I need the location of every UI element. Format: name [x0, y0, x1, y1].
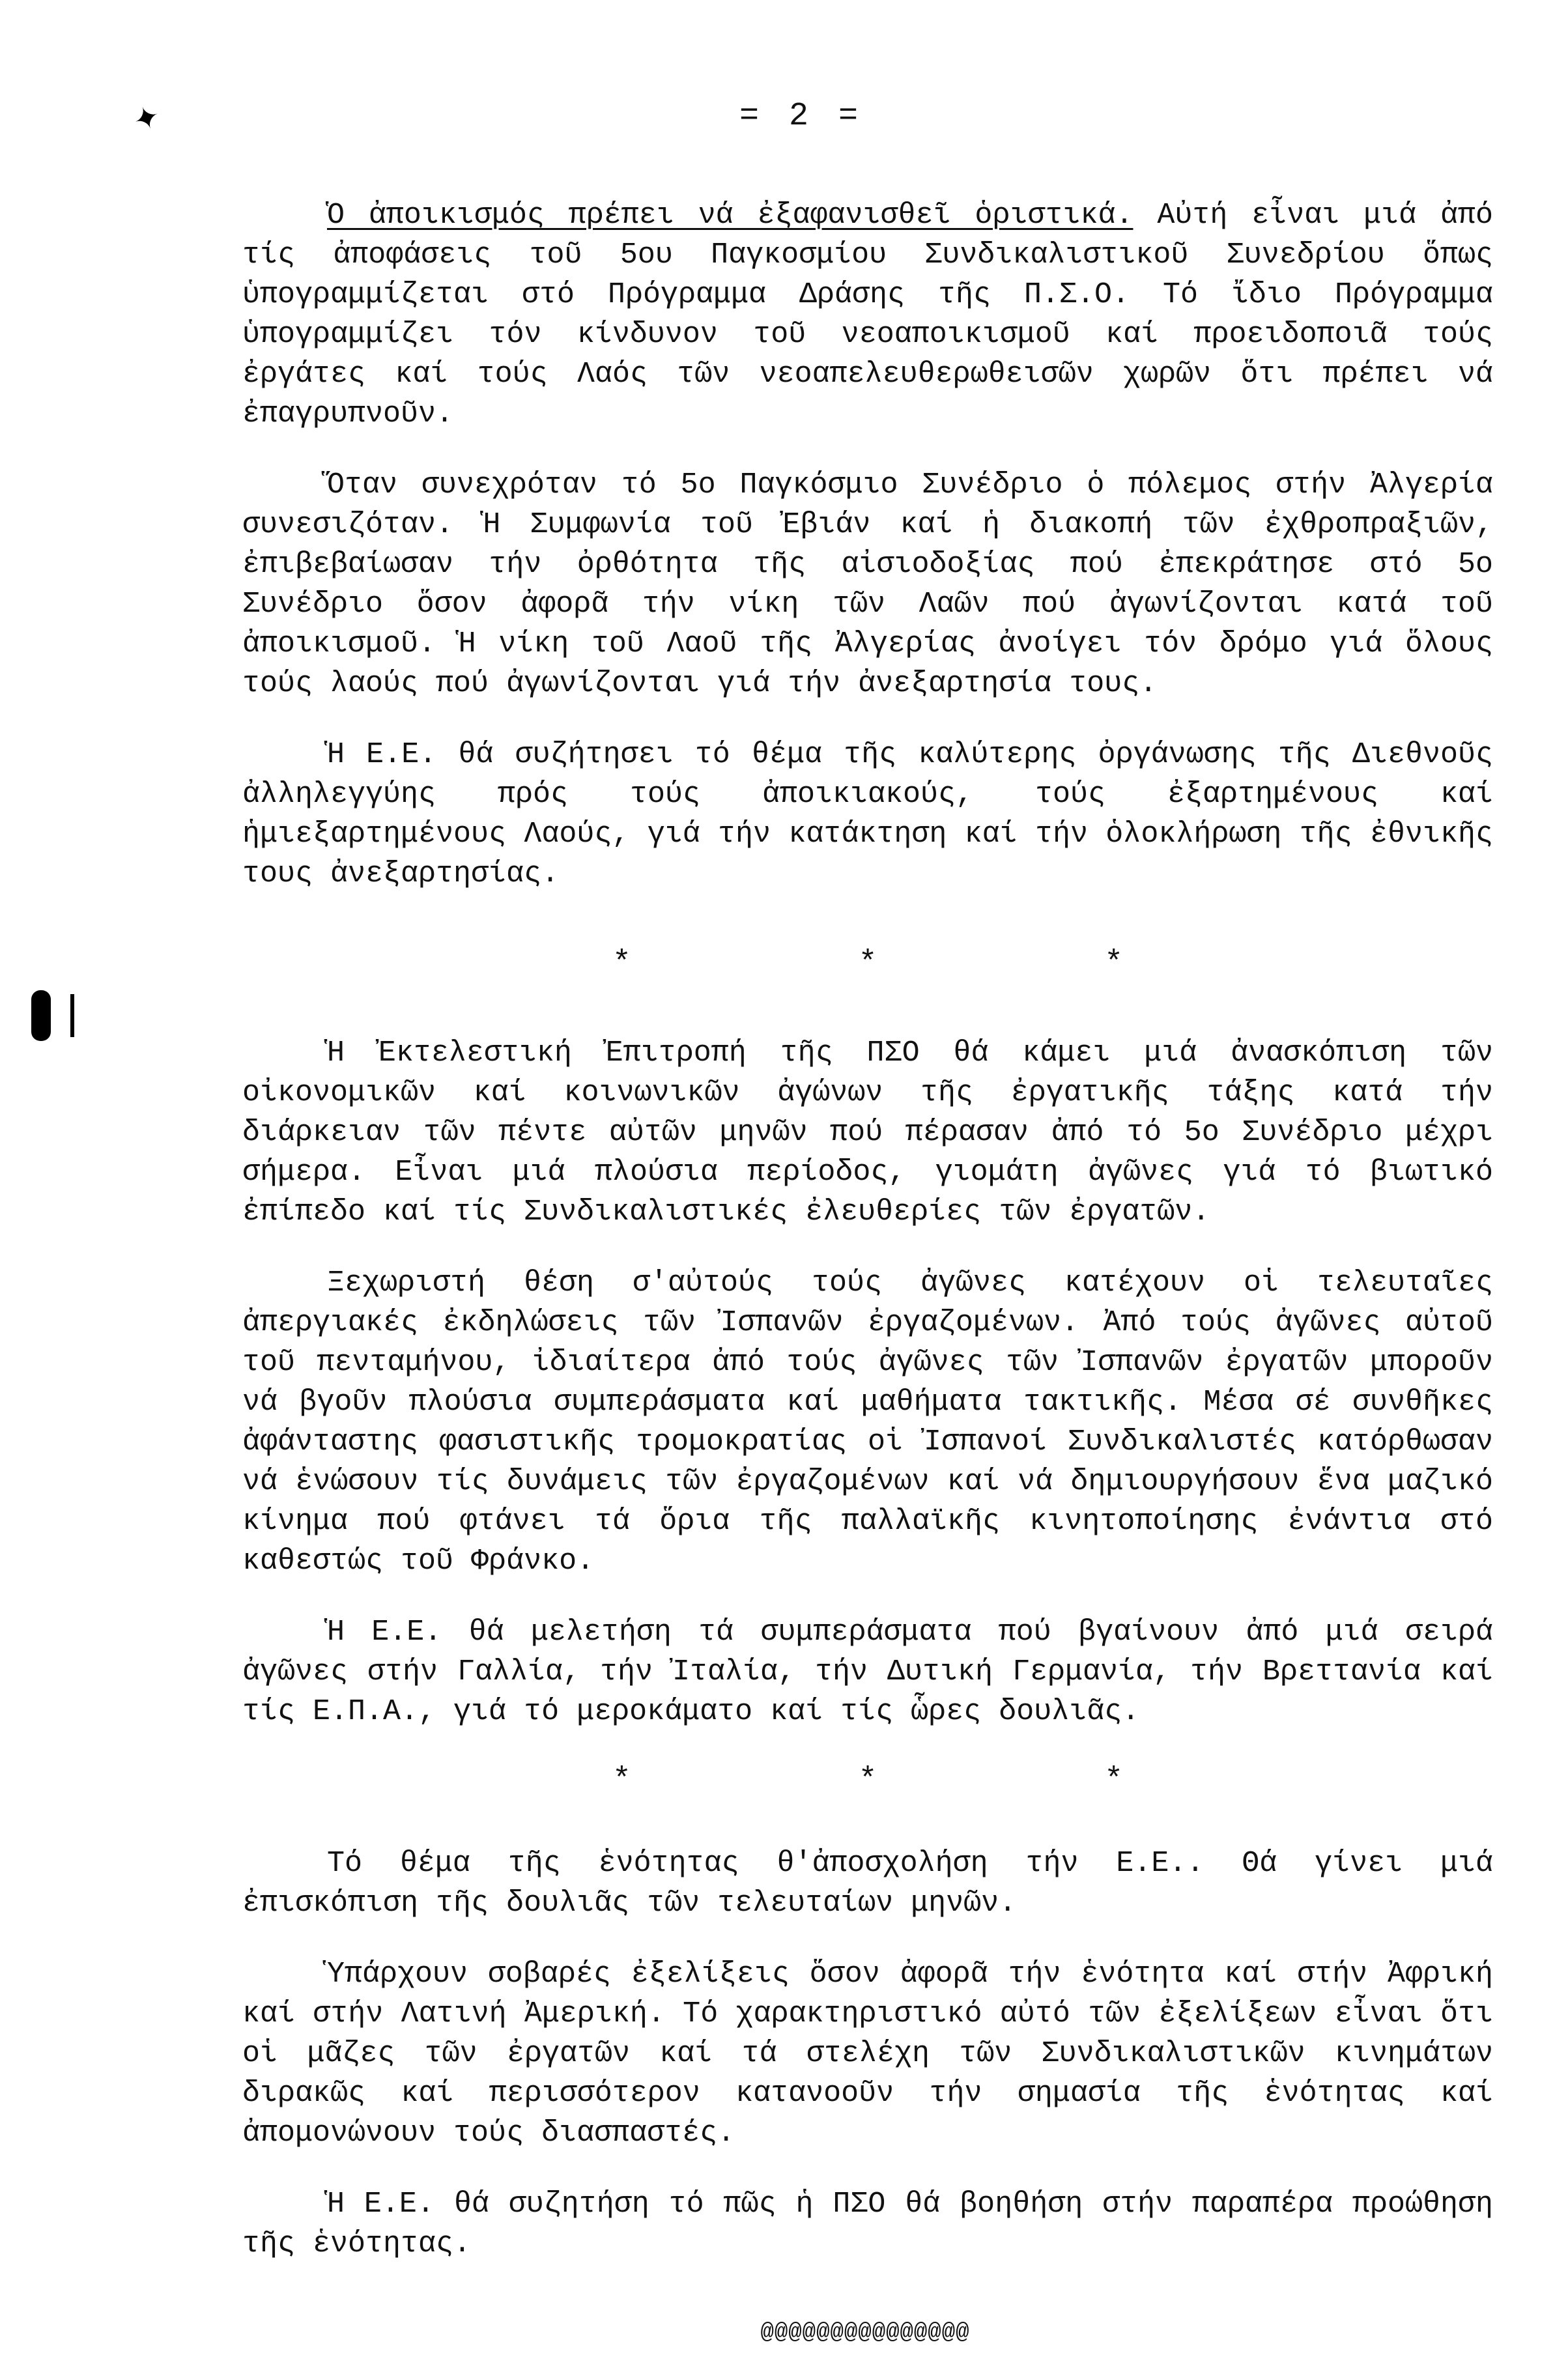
- paragraph-colonialism: [242, 195, 1493, 434]
- paragraph-unity-promotion: Ἡ Ε.Ε. θά συζητήση τό πῶς ἡ ΠΣΟ θά βοηθήση στήν παραπέρα προώθηση τῆς ἑνότητας.: [242, 2188, 1493, 2261]
- paragraph-solidarity: Ἡ Ε.Ε. θά συζήτησει τό θέμα τῆς καλύτερης ὀργάνωσης τῆς Διεθνοῦς ἀλληλεγγύης πρός τούς ἀποικιακούς, τούς ἐξαρτημένους καί ἡμιεξαρτημένους Λαούς, γιά τήν κατάκτηση καί τήν ὁλοκλήρωση τῆς ἐθνικῆς τους ἀνεξαρτησίας.: [242, 738, 1493, 891]
- binder-hole-edge-icon: [70, 994, 74, 1037]
- page-number: = 2 =: [739, 98, 864, 135]
- section-separator: * * *: [612, 1763, 1228, 1798]
- paragraph-text: Αὐτή εἶναι μιά ἀπό τίς ἀποφάσεις τοῦ 5ου Παγκοσμίου Συνδικαλιστικοῦ Συνεδρίου ὅπως ὑπογραμμίζεται στό Πρόγραμμα Δράσης τῆς Π.Σ.Ο. Τό ἴδιο Πρόγραμμα ὑπογραμμίζει τόν κίνδυνον τοῦ νεοαποικισμοῦ καί προειδοποιᾶ τούς ἐργάτες καί τούς Λαός τῶν νεοαπελευθερωθεισῶν χωρῶν ὅτι πρέπει νά ἐπαγρυπνοῦν.: [242, 199, 1493, 431]
- paragraph-spain: Ξεχωριστή θέση σ'αὐτούς τούς ἀγῶνες κατέχουν οἱ τελευταῖες ἀπεργιακές ἐκδηλώσεις τῶν Ἰσπανῶν ἐργαζομένων. Ἀπό τούς ἀγῶνες αὐτοῦ τοῦ πενταμήνου, ἰδιαίτερα ἀπό τούς ἀγῶνες τῶν Ἰσπανῶν ἐργατῶν μποροῦν νά βγοῦν πλούσια συμπεράσματα καί μαθήματα τακτικῆς. Μέσα σέ συνθῆκες ἀφάνταστης φασιστικῆς τρομοκρατίας οἱ Ἰσπανοί Συνδικαλιστές κατόρθωσαν νά ἑνώσουν τίς δυνάμεις τῶν ἐργαζομένων καί νά δημιουργήσουν ἕνα μαζικό κίνημα πού φτάνει τά ὅρια τῆς παλλαϊκῆς κινητοποίησης ἐνάντια στό καθεστώς τοῦ Φράνκο.: [242, 1266, 1493, 1578]
- paragraph-algeria: Ὅταν συνεχρόταν τό 5ο Παγκόσμιο Συνέδριο ὁ πόλεμος στήν Ἀλγερία συνεσιζόταν. Ἡ Συμφωνία τοῦ Ἐβιάν καί ἡ διακοπή τῶν ἐχθροπραξιῶν, ἐπιβεβαίωσαν τήν ὀρθότητα τῆς αἰσιοδοξίας πού ἐπεκράτησε στό 5ο Συνέδριο ὅσον ἀφορᾶ τήν νίκη τῶν Λαῶν πού ἀγωνίζονται κατά τοῦ ἀποικισμοῦ. Ἡ νίκη τοῦ Λαοῦ τῆς Ἀλγερίας ἀνοίγει τόν δρόμο γιά ὅλους τούς λαούς πού ἀγωνίζονται γιά τήν ἀνεξαρτησία τους.: [242, 468, 1493, 700]
- paragraph-unity-developments: Ὑπάρχουν σοβαρές ἐξελίξεις ὅσον ἀφορᾶ τήν ἑνότητα καί στήν Ἀφρική καί στήν Λατινή Ἀμερική. Τό χαρακτηριστικό αὐτό τῶν ἐξελίξεων εἶναι ὅτι οἱ μᾶζες τῶν ἐργατῶν καί τά στελέχη τῶν Συνδικαλιστικῶν κινημάτων διρακῶς καί περισσότερον κατανοοῦν τήν σημασία τῆς ἑνότητας καί ἀπομονώνουν τούς διασπαστές.: [242, 1958, 1493, 2150]
- section-separator: * * *: [612, 946, 1228, 981]
- paragraph-conclusions: Ἡ Ε.Ε. θά μελετήση τά συμπεράσματα πού βγαίνουν ἀπό μιά σειρά ἀγῶνες στήν Γαλλία, τήν Ἰταλία, τήν Δυτική Γερμανία, τήν Βρεττανία καί τίς Ε.Π.Α., γιά τό μεροκάματο καί τίς ὧρες δουλιᾶς.: [242, 1616, 1493, 1728]
- punch-mark-icon: ✦: [126, 92, 167, 145]
- paragraph-unity-topic: Τό θέμα τῆς ἑνότητας θ'ἀποσχολήση τήν Ε.Ε.. Θά γίνει μιά ἐπισκόπιση τῆς δουλιᾶς τῶν τελευταίων μηνῶν.: [242, 1847, 1493, 1920]
- document-body: [242, 195, 1493, 2264]
- paragraph-review: Ἡ Ἐκτελεστική Ἐπιτροπή τῆς ΠΣΟ θά κάμει μιά ἀνασκόπιση τῶν οἰκονομικῶν καί κοινωνικῶν ἀγώνων τῆς ἐργατικῆς τάξης κατά τήν διάρκειαν τῶν πέντε αὐτῶν μηνῶν πού πέρασαν ἀπό τό 5ο Συνέδριο μέχρι σήμερα. Εἶναι μιά πλούσια περίοδος, γιομάτη ἀγῶνες γιά τό βιωτικό ἐπίπεδο καί τίς Συνδικαλιστικές ἐλευθερίες τῶν ἐργατῶν.: [242, 1036, 1493, 1229]
- end-mark: @@@@@@@@@@@@@@@: [760, 2320, 970, 2345]
- binder-hole-icon: [31, 990, 51, 1041]
- underlined-heading: Ὁ ἀποικισμός πρέπει νά ἐξαφανισθεῖ ὁριστικά.: [327, 199, 1133, 232]
